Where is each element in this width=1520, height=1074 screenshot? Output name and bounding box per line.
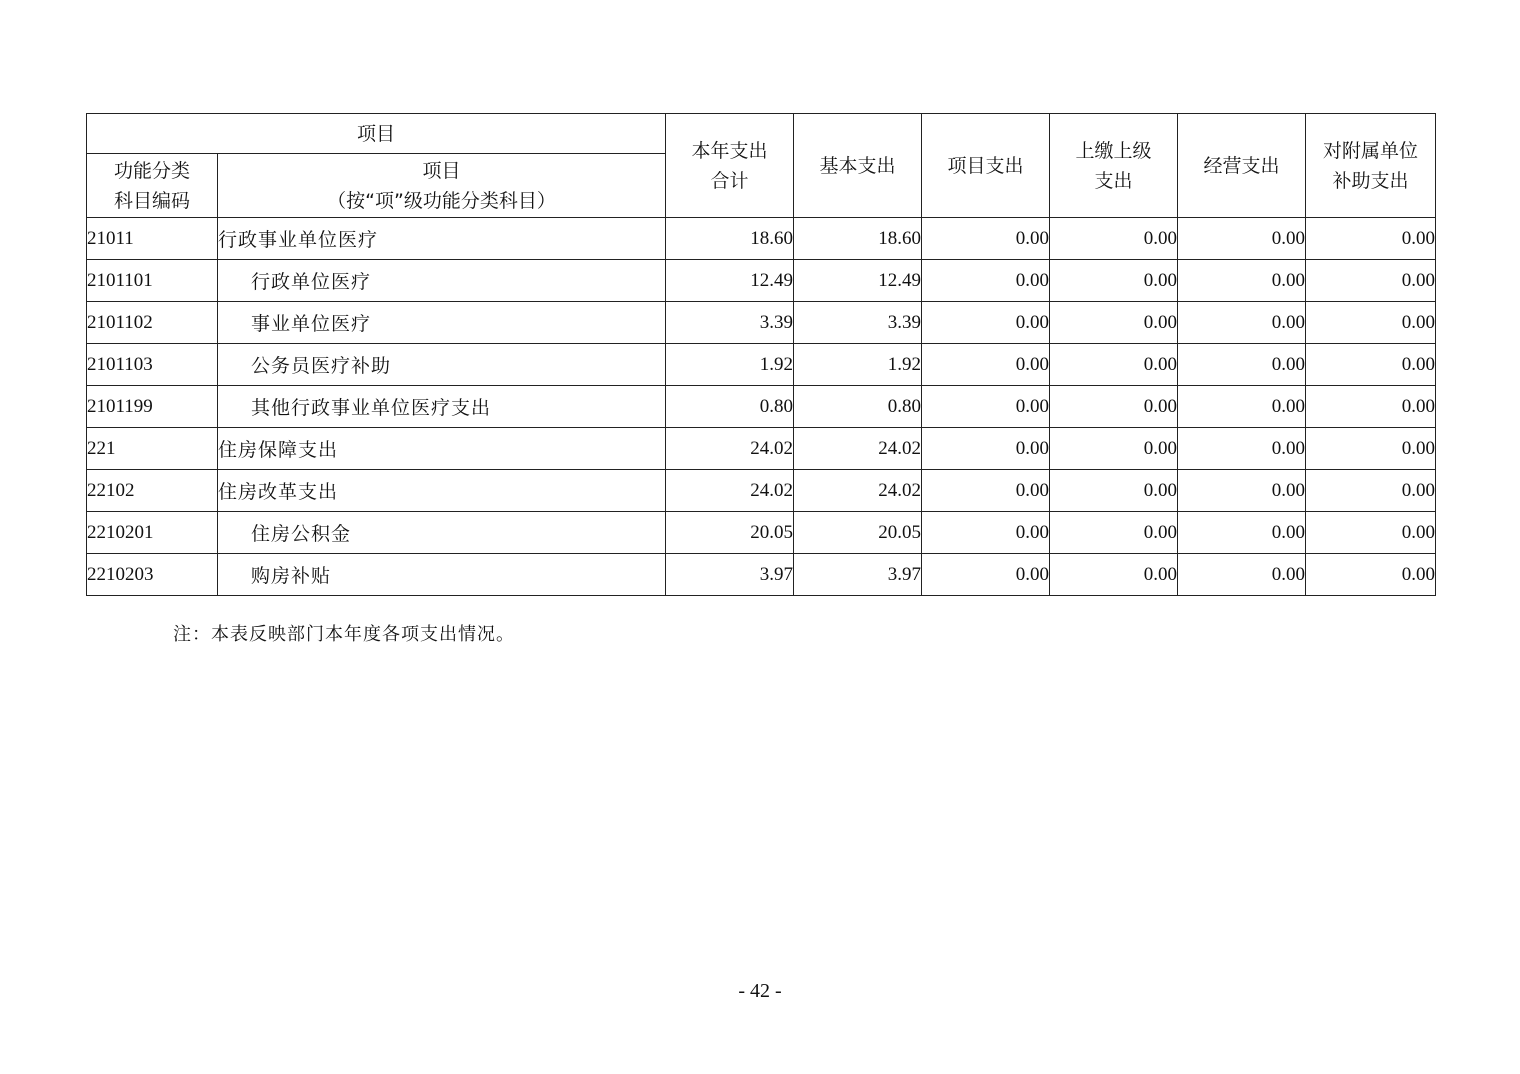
table-row — [87, 344, 1436, 386]
header-line: 本年支出 — [691, 139, 768, 162]
table-row — [87, 470, 1436, 512]
subject-name-cell: 行政事业单位医疗 — [218, 218, 666, 260]
header-line: 项目支出 — [947, 154, 1024, 177]
amount-cell: 0.00 — [922, 512, 1050, 554]
subsidy-to-affiliates-header — [1306, 114, 1436, 218]
subject-name-cell: 住房公积金 — [218, 512, 666, 554]
item-group-header: 项目 — [87, 114, 666, 154]
amount-cell: 0.00 — [922, 302, 1050, 344]
amount-cell: 0.00 — [1050, 554, 1178, 596]
basic-expenditure-header — [794, 114, 922, 218]
amount-cell: 0.80 — [666, 386, 794, 428]
amount-cell: 0.00 — [1050, 386, 1178, 428]
subject-code-cell: 2101199 — [87, 386, 218, 428]
expenditure-table — [86, 113, 1436, 596]
header-line: 基本支出 — [819, 154, 896, 177]
table-row — [87, 428, 1436, 470]
operating-expenditure-header — [1178, 114, 1306, 218]
subject-name-cell: 住房改革支出 — [218, 470, 666, 512]
table-row — [87, 302, 1436, 344]
amount-cell: 3.97 — [666, 554, 794, 596]
amount-cell: 0.00 — [1050, 218, 1178, 260]
amount-cell: 0.00 — [1178, 428, 1306, 470]
amount-cell: 18.60 — [794, 218, 922, 260]
amount-cell: 0.00 — [1306, 554, 1436, 596]
amount-cell: 1.92 — [794, 344, 922, 386]
amount-cell: 0.00 — [1178, 512, 1306, 554]
subject-code-cell: 2101102 — [87, 302, 218, 344]
subject-code-cell: 21011 — [87, 218, 218, 260]
code-column-header — [87, 154, 218, 218]
amount-cell: 0.00 — [922, 218, 1050, 260]
header-line: 科目编码 — [113, 189, 190, 212]
amount-cell: 0.00 — [1178, 344, 1306, 386]
amount-cell: 0.00 — [1306, 218, 1436, 260]
subject-code-cell: 221 — [87, 428, 218, 470]
amount-cell: 0.00 — [922, 428, 1050, 470]
amount-cell: 0.00 — [1306, 344, 1436, 386]
amount-cell: 0.00 — [1178, 470, 1306, 512]
table-row — [87, 260, 1436, 302]
amount-cell: 0.00 — [1050, 344, 1178, 386]
subject-name-cell: 购房补贴 — [218, 554, 666, 596]
amount-cell: 3.39 — [794, 302, 922, 344]
name-column-header — [218, 154, 666, 218]
project-expenditure-header — [922, 114, 1050, 218]
header-line: 合计 — [710, 169, 749, 192]
header-line: 经营支出 — [1203, 154, 1280, 177]
amount-cell: 0.80 — [794, 386, 922, 428]
amount-cell: 3.39 — [666, 302, 794, 344]
subject-code-cell: 2210201 — [87, 512, 218, 554]
amount-cell: 0.00 — [1306, 302, 1436, 344]
subject-name-cell: 公务员医疗补助 — [218, 344, 666, 386]
header-line: 支出 — [1094, 169, 1133, 192]
table-row — [87, 218, 1436, 260]
amount-cell: 0.00 — [922, 386, 1050, 428]
amount-cell: 24.02 — [794, 470, 922, 512]
amount-cell: 0.00 — [922, 554, 1050, 596]
header-line: 项目 — [422, 159, 461, 182]
amount-cell: 0.00 — [1178, 302, 1306, 344]
amount-cell: 1.92 — [666, 344, 794, 386]
amount-cell: 12.49 — [794, 260, 922, 302]
total-expenditure-header — [666, 114, 794, 218]
subject-name-cell: 其他行政事业单位医疗支出 — [218, 386, 666, 428]
header-line: 补助支出 — [1332, 169, 1409, 192]
subject-name-cell: 住房保障支出 — [218, 428, 666, 470]
amount-cell: 24.02 — [666, 470, 794, 512]
amount-cell: 0.00 — [1050, 470, 1178, 512]
amount-cell: 0.00 — [922, 260, 1050, 302]
subject-name-cell: 事业单位医疗 — [218, 302, 666, 344]
amount-cell: 18.60 — [666, 218, 794, 260]
amount-cell: 3.97 — [794, 554, 922, 596]
subject-code-cell: 2101101 — [87, 260, 218, 302]
amount-cell: 20.05 — [666, 512, 794, 554]
amount-cell: 0.00 — [922, 344, 1050, 386]
page-number: - 42 - — [738, 980, 782, 1002]
header-line: 上缴上级 — [1075, 139, 1152, 162]
amount-cell: 0.00 — [1178, 260, 1306, 302]
table-note: 注：本表反映部门本年度各项支出情况。 — [173, 624, 515, 645]
table-row — [87, 386, 1436, 428]
remit-to-superior-header — [1050, 114, 1178, 218]
subject-code-cell: 2210203 — [87, 554, 218, 596]
amount-cell: 0.00 — [1306, 260, 1436, 302]
table-body — [87, 218, 1436, 596]
amount-cell: 0.00 — [1178, 386, 1306, 428]
amount-cell: 0.00 — [1050, 428, 1178, 470]
amount-cell: 24.02 — [666, 428, 794, 470]
amount-cell: 0.00 — [1050, 260, 1178, 302]
amount-cell: 0.00 — [1178, 218, 1306, 260]
amount-cell: 0.00 — [1178, 554, 1306, 596]
subject-code-cell: 2101103 — [87, 344, 218, 386]
amount-cell: 24.02 — [794, 428, 922, 470]
amount-cell: 0.00 — [1050, 512, 1178, 554]
amount-cell: 0.00 — [1050, 302, 1178, 344]
amount-cell: 0.00 — [922, 470, 1050, 512]
subject-code-cell: 22102 — [87, 470, 218, 512]
amount-cell: 20.05 — [794, 512, 922, 554]
amount-cell: 0.00 — [1306, 470, 1436, 512]
amount-cell: 0.00 — [1306, 386, 1436, 428]
header-line: 对附属单位 — [1323, 139, 1419, 162]
table-row — [87, 554, 1436, 596]
table-row — [87, 512, 1436, 554]
subject-name-cell: 行政单位医疗 — [218, 260, 666, 302]
amount-cell: 0.00 — [1306, 512, 1436, 554]
header-line: 功能分类 — [113, 159, 190, 182]
header-line: （按“项”级功能分类科目） — [327, 189, 556, 212]
amount-cell: 0.00 — [1306, 428, 1436, 470]
amount-cell: 12.49 — [666, 260, 794, 302]
